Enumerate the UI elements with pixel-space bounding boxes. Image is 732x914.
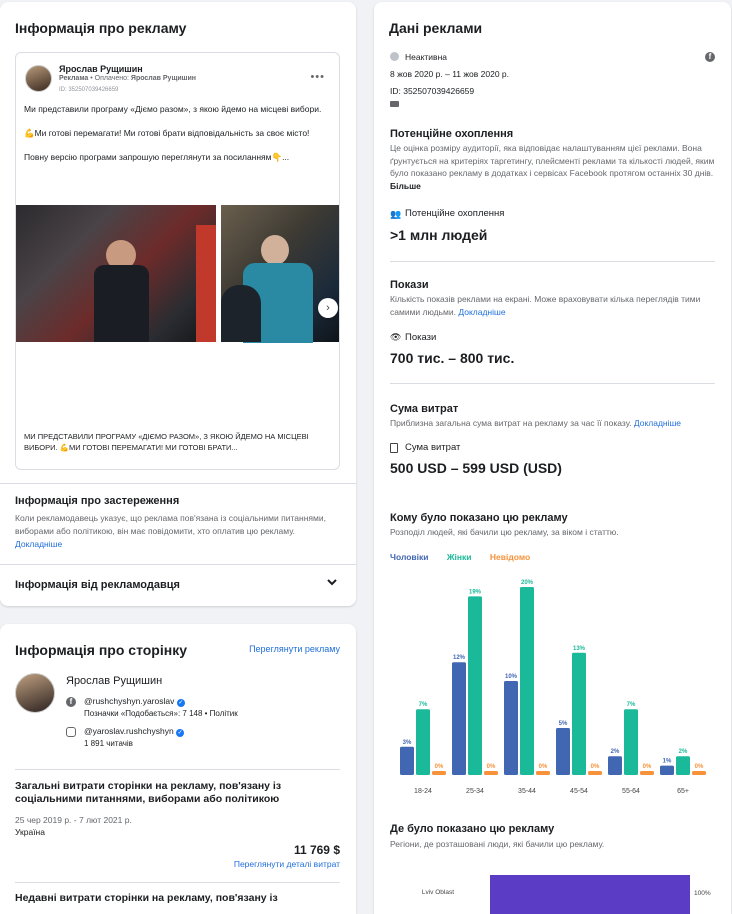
bar-label: 0% [486, 764, 496, 770]
carousel-image-2[interactable] [221, 205, 340, 342]
reach-more-link[interactable]: Більше [390, 180, 421, 191]
divider [15, 882, 340, 883]
divider [390, 383, 715, 384]
bar-35-44-2[interactable] [536, 771, 550, 775]
regions-title: Де було показано цю рекламу [390, 823, 555, 835]
status-text: Неактивна [405, 52, 447, 62]
carousel-next-button[interactable]: › [318, 298, 338, 318]
bar-label: 2% [678, 749, 688, 756]
page-info-title: Інформація про сторінку [15, 642, 187, 658]
divider [390, 261, 715, 262]
bar-25-34-0[interactable] [452, 662, 466, 775]
post-author[interactable]: Ярослав Рущишин [59, 64, 143, 74]
bar-45-54-1[interactable] [572, 653, 586, 775]
megaphone-icon [390, 101, 399, 107]
bar-label: 2% [610, 749, 620, 756]
spend-country: Україна [15, 827, 45, 837]
fb-stats: Позначки «Подобається»: 7 148 • Політик [84, 709, 238, 718]
disclaimer-title: Інформація про застереження [15, 495, 180, 507]
bar-label: 19% [468, 589, 482, 596]
demographics-chart-svg [390, 572, 720, 802]
bar-45-54-2[interactable] [588, 771, 602, 775]
region-value: 100% [694, 890, 711, 897]
bar-65+-2[interactable] [692, 771, 706, 775]
paid-prefix: Оплачено: [94, 75, 129, 82]
receipt-icon [390, 443, 398, 453]
advertiser-info-toggle[interactable]: Інформація від рекламодавця [15, 579, 180, 591]
spend-amount: 11 769 $ [293, 843, 340, 857]
spend-period: 25 чер 2019 р. - 7 лют 2021 р. [15, 815, 132, 825]
demographics-text: Розподіл людей, які бачили цю рекламу, за віком і статтю. [390, 527, 619, 537]
divider [0, 483, 356, 484]
bar-label: 0% [642, 764, 652, 770]
impressions-text: Кількість показів реклами на екрані. Може враховувати кілька переглядів тими самими людьми. Докладніше [390, 294, 701, 317]
bar-label: 7% [626, 702, 636, 709]
spend-label: Сума витрат [405, 442, 461, 453]
bar-label: 12% [452, 655, 466, 662]
carousel-image-1[interactable] [16, 205, 216, 342]
post-caption: МИ ПРЕДСТАВИЛИ ПРОГРАМУ «ДІЄМО РАЗОМ», З ЯКОЮ ЙДЕМО НА МІСЦЕВІ ВИБОРИ. 💪МИ ГОТОВІ ПЕРЕМАГАТИ! МИ ГОТОВІ БРАТИ... [24, 432, 309, 452]
facebook-icon: f [705, 52, 715, 62]
demographics-title: Кому було показано цю рекламу [390, 512, 568, 524]
bar-35-44-0[interactable] [504, 681, 518, 775]
bar-25-34-1[interactable] [468, 596, 482, 775]
facebook-icon: f [66, 697, 76, 707]
reach-value: >1 млн людей [390, 227, 488, 243]
bar-55-64-1[interactable] [624, 709, 638, 775]
ig-stats: 1 891 читачів [84, 739, 133, 748]
ad-data-title: Дані реклами [389, 20, 483, 36]
ad-info-title: Інформація про рекламу [15, 20, 187, 36]
bar-35-44-1[interactable] [520, 587, 534, 775]
paid-by: Ярослав Рущишин [130, 75, 197, 82]
region-bar[interactable] [490, 875, 690, 914]
sponsored-label: Реклама [59, 75, 89, 82]
page-name[interactable]: Ярослав Рущишин [66, 675, 163, 687]
ad-preview [15, 52, 340, 470]
more-options-icon[interactable]: ••• [310, 71, 325, 83]
bar-55-64-0[interactable] [608, 756, 622, 775]
page-avatar[interactable] [15, 673, 55, 713]
bar-label: 7% [418, 702, 428, 709]
people-icon: 👥 [390, 209, 402, 219]
disclaimer-link[interactable]: Докладніше [15, 539, 63, 549]
legend-women[interactable]: Жінки [446, 552, 472, 562]
ad-info-card [0, 2, 356, 606]
post-id: ID: 352507039426659 [59, 87, 119, 93]
chart-legend [390, 552, 530, 562]
impressions-label: Покази [405, 332, 437, 343]
eye-icon: 👁 [390, 332, 402, 342]
bar-25-34-2[interactable] [484, 771, 498, 775]
bar-65+-1[interactable] [676, 756, 690, 775]
recent-spend-title: Недавні витрати сторінки на рекламу, пов'язану із [15, 892, 278, 904]
bar-label: 0% [694, 764, 704, 770]
bar-label: 5% [558, 721, 568, 727]
x-tick-label: 18-24 [414, 788, 432, 795]
verified-icon: ✓ [178, 700, 184, 706]
bar-label: 13% [572, 645, 586, 652]
spend-details-link[interactable]: Переглянути деталі витрат [233, 859, 340, 869]
bar-45-54-0[interactable] [556, 728, 570, 775]
x-tick-label: 65+ [677, 788, 689, 795]
spend-title: Сума витрат [390, 403, 459, 415]
reach-title: Потенційне охоплення [390, 128, 514, 140]
ig-handle[interactable]: @yaroslav.rushchyshyn ✓ [84, 726, 183, 736]
spend-text: Приблизна загальна сума витрат на рекламу за час її показу. Докладніше [390, 418, 682, 428]
spend-title: Загальні витрати сторінки на рекламу, пов'язану із соціальними питаннями, виборами або політикою [15, 780, 282, 805]
ad-data-card [374, 2, 731, 914]
ad-dates: 8 жов 2020 р. – 11 жов 2020 р. [390, 69, 510, 79]
ad-id: ID: 352507039426659 [390, 86, 475, 96]
fb-handle[interactable]: @rushchyshyn.yaroslav ✓ [84, 696, 184, 706]
regions-text: Регіони, де розташовані люди, які бачили цю рекламу. [390, 839, 605, 849]
x-tick-label: 45-54 [570, 788, 588, 795]
view-ads-link[interactable]: Переглянути рекламу [249, 644, 340, 654]
bar-label: 20% [520, 580, 534, 586]
bar-18-24-0[interactable] [400, 747, 414, 775]
post-text: Ми представили програму «Діємо разом», з якою йдемо на місцеві вибори. 💪Ми готові перемагати! Ми готові брати відповідальність за своє місто! Повну версію програми запрошую переглянути за посиланням👇... [24, 104, 322, 162]
verified-icon: ✓ [177, 730, 183, 736]
demographics-chart [390, 572, 720, 802]
bar-65+-0[interactable] [660, 766, 674, 775]
x-tick-label: 55-64 [622, 788, 640, 795]
inactive-status-icon [390, 52, 399, 61]
impressions-link[interactable]: Докладніше [458, 306, 506, 317]
spend-link[interactable]: Докладніше [633, 418, 682, 428]
divider [0, 564, 356, 565]
reach-text: Це оцінка розміру аудиторії, яка відповідає налаштуванням цієї реклами. Вона ґрунтується на критеріях таргетингу, плейсменті реклами та кількості людей, яким було показано рекламу в додатках і сервісах Facebook протягом останніх 30 днів. Більше [390, 143, 715, 191]
disclaimer-text: Коли рекламодавець указує, що реклама пов'язана із соціальними питаннями, виборами або політикою, він має повідомити, хто оплатив цю рекламу. Докладніше [15, 513, 326, 549]
page-info-card [0, 624, 356, 914]
chevron-down-icon[interactable] [326, 575, 338, 593]
bar-label: 10% [504, 674, 518, 680]
bar-18-24-2[interactable] [432, 771, 446, 775]
avatar [25, 65, 52, 92]
bar-18-24-1[interactable] [416, 709, 430, 775]
post-sponsored-line: Реклама • Оплачено: Ярослав Рущишин [59, 75, 197, 82]
region-label: Lviv Oblast [421, 889, 454, 896]
bar-label: 0% [590, 764, 600, 770]
reach-label: Потенційне охоплення [405, 208, 505, 219]
instagram-icon [66, 727, 76, 737]
bar-label: 3% [402, 739, 412, 746]
impressions-title: Покази [390, 279, 429, 291]
bar-label: 0% [434, 764, 444, 770]
spend-value: 500 USD – 599 USD (USD) [390, 460, 562, 476]
bar-label: 0% [538, 764, 548, 770]
bar-label: 1% [662, 758, 672, 765]
x-tick-label: 25-34 [466, 788, 484, 795]
impressions-value: 700 тис. – 800 тис. [390, 350, 515, 366]
x-tick-label: 35-44 [518, 788, 536, 795]
legend-unknown[interactable]: Невідомо [489, 552, 531, 562]
legend-men[interactable]: Чоловіки [390, 552, 429, 562]
bar-55-64-2[interactable] [640, 771, 654, 775]
divider [15, 769, 340, 770]
